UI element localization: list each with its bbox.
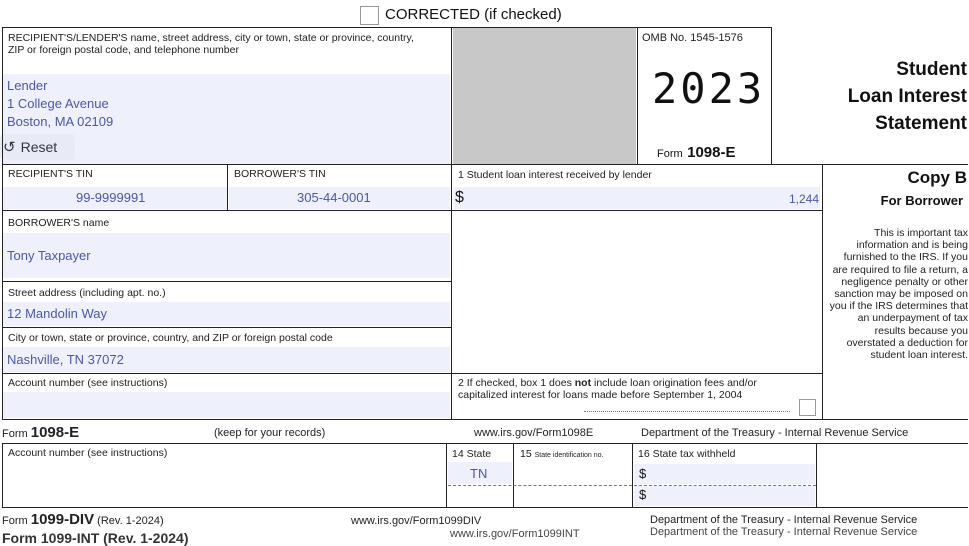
recipient-tin-label: RECIPIENT'S TIN [8,168,93,180]
rule [227,164,228,211]
recipient-line1: Lender [7,78,48,93]
box14-label: 14 State [452,448,492,460]
recipient-label: RECIPIENT'S/LENDER'S name, street address, city or town, state or province, country, ZIP or foreign postal code, and telephone number [8,32,414,56]
box2-checkbox[interactable] [799,399,816,416]
title-line1: Student [896,59,967,80]
box16-currency-1: $ [639,466,647,481]
corrected-label: CORRECTED (if checked) [385,6,562,23]
footer-1098e-dept: Department of the Treasury - Internal Revenue Service [641,427,909,439]
rule [2,27,772,28]
form-prefix: Form [657,148,683,160]
box1-label: 1 Student loan interest received by lender [458,169,652,181]
footer-1099div-url: www.irs.gov/Form1099DIV [351,515,482,527]
borrower-name-value: Tony Taxpayer [7,248,91,263]
title-line3: Statement [875,113,967,134]
box1-currency: $ [455,189,464,206]
rule [632,443,633,508]
rule [2,281,452,282]
box14-divider [448,485,632,486]
rule [2,373,822,374]
box16-label: 16 State tax withheld [638,448,736,460]
rule [816,443,817,508]
div-account-label: Account number (see instructions) [8,447,168,459]
rule [2,443,3,508]
footer-1098e-prefix: Form [2,428,28,440]
footer-1098e-form [2,424,79,441]
rule [2,327,452,328]
rule [637,27,638,165]
form-number: 1098-E [687,144,736,161]
corrected-checkbox[interactable] [360,6,379,25]
city-label: City or town, state or province, country, and ZIP or foreign postal code [8,332,333,344]
footer-1098e-name: 1098-E [30,424,80,441]
recipient-tin-value: 99-9999991 [76,190,146,205]
title-line2: Loan Interest [847,86,967,107]
street-label: Street address (including apt. no.) [8,287,166,299]
box16-field-1[interactable] [634,464,815,484]
rule [513,443,514,508]
borrower-name-label: BORROWER'S name [8,217,110,229]
rule [2,210,822,211]
recipient-line3: Boston, MA 02109 [7,114,114,129]
box2-prefix: 2 If checked, box 1 does [458,377,575,389]
street-value: 12 Mandolin Way [7,306,107,321]
omb-number: OMB No. 1545-1576 [642,32,743,44]
borrower-tin-value: 305-44-0001 [297,190,371,205]
shaded-box [453,28,636,164]
footer-1099div-form [2,511,164,528]
footer-1099div-prefix: Form [2,515,28,527]
footer-1099int-form: Form 1099-INT (Rev. 1-2024) [2,530,189,546]
rule [2,27,3,419]
footer-1098e-keep: (keep for your records) [214,427,326,439]
rule [2,507,968,508]
box16-currency-2: $ [639,487,647,502]
form-id [657,144,736,162]
borrower-tin-label: BORROWER'S TIN [234,168,326,180]
account-field[interactable] [3,392,450,418]
reset-button[interactable] [0,134,75,160]
city-value: Nashville, TN 37072 [7,352,124,367]
tax-year: 2023 [652,64,766,113]
rule [2,164,968,165]
recipient-line2: 1 College Avenue [7,96,109,111]
box14-value: TN [470,466,488,481]
footer-1098e-url: www.irs.gov/Form1098E [474,427,594,439]
box1-field[interactable] [454,187,820,209]
account-label: Account number (see instructions) [8,377,168,389]
rule [446,443,447,508]
footer-1099int-url: www.irs.gov/Form1099INT [450,528,580,540]
rule [2,443,968,444]
box15-number: 15 [520,448,532,460]
box16-field-2[interactable] [634,486,815,506]
form-title [848,56,967,137]
box2-bold: not [574,377,592,389]
footer-1099div-rev: (Rev. 1-2024) [97,515,164,527]
copy-title: Copy B [907,168,967,187]
box1-value: 1,244 [788,192,819,206]
rule [2,419,968,420]
box2-leader [584,411,790,412]
box15-sub: State identification no. [534,452,604,459]
box2-rest: include loan origination fees and/or capitalized interest for loans made before September 1, 2004 [458,377,757,401]
rule [451,27,452,419]
footer-1099div-dept: Department of the Treasury - Internal Revenue Service [650,514,918,526]
copy-subtitle: For Borrower [880,193,963,208]
irs-notice: This is important tax information and is being furnished to the IRS. If you are required to file a return, a negligence penalty or other sanction may be imposed on you if the IRS determines that an underpayment of tax results because you overstated a deduction for student loan interest. [829,227,968,362]
reset-label: Reset [20,139,58,155]
footer-1099div-name: 1099-DIV [30,511,95,528]
footer-1099int-dept: Department of the Treasury - Internal Revenue Service [650,526,918,538]
box15-label [520,448,604,462]
box2-label [458,377,788,401]
refresh-icon: ↺ [3,139,16,156]
rule [771,27,772,165]
rule [822,164,823,420]
